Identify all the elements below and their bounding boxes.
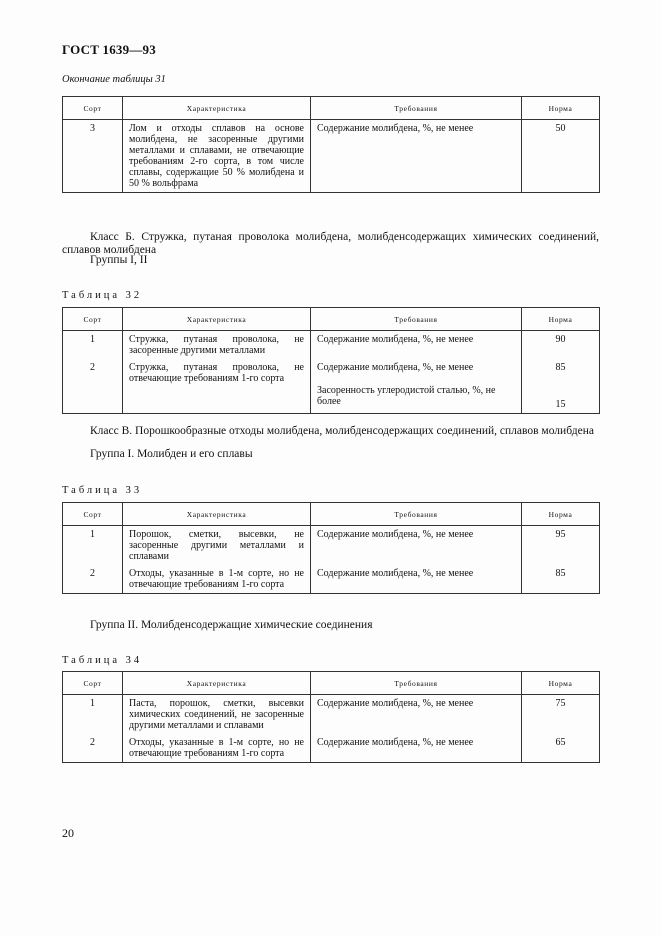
page-number: 20 [62, 826, 74, 840]
table-header-row [63, 503, 600, 526]
requirement-molybdenum: Содержание молибдена, %, не менее [317, 362, 474, 373]
column-header-norm: Норма [522, 503, 600, 526]
norm-molybdenum: 85 [555, 362, 566, 373]
table-header-row [63, 672, 600, 695]
cell-norm [522, 359, 600, 414]
column-header-grade: Сорт [63, 308, 123, 331]
cell-characteristic: Паста, порошок, сметки, высевки химических соединений, не засоренные другими металлами и сплавами [123, 695, 311, 735]
class-b-groups: Группы I, II [90, 254, 148, 266]
cell-requirement: Содержание молибдена, %, не менее [311, 734, 522, 763]
table-31 [62, 96, 600, 193]
table-header-row [63, 308, 600, 331]
column-header-norm: Норма [522, 672, 600, 695]
cell-characteristic: Отходы, указанные в 1-м сорте, но не отвечающие требованиям 1-го сорта [123, 565, 311, 594]
cell-grade: 2 [63, 734, 123, 763]
requirement-contamination: Засоренность углеродистой сталью, %, не более [317, 385, 496, 407]
table-32-caption: Таблица 32 [62, 290, 143, 301]
norm-contamination: 15 [555, 399, 566, 410]
cell-characteristic: Отходы, указанные в 1-м сорте, но не отвечающие требованиям 1-го сорта [123, 734, 311, 763]
cell-grade: 2 [63, 359, 123, 414]
column-header-grade: Сорт [63, 672, 123, 695]
column-header-characteristic: Характеристика [123, 97, 311, 120]
group-2-heading: Группа II. Молибденсодержащие химические соединения [90, 619, 373, 631]
cell-requirement: Содержание молибдена, %, не менее [311, 695, 522, 735]
cell-grade: 1 [63, 331, 123, 360]
class-b-text: Класс Б. Стружка, путаная проволока молибдена, молибденсодержащих химических соединений, сплавов молибдена [62, 231, 599, 256]
class-v-group: Группа I. Молибден и его сплавы [90, 448, 253, 460]
cell-requirement: Содержание молибдена, %, не менее [311, 565, 522, 594]
cell-requirement: Содержание молибдена, %, не менее [311, 120, 522, 193]
table-row [63, 695, 600, 735]
table-33 [62, 502, 600, 594]
table-row [63, 565, 600, 594]
column-header-grade: Сорт [63, 503, 123, 526]
document-header: ГОСТ 1639—93 [62, 42, 156, 57]
column-header-grade: Сорт [63, 97, 123, 120]
cell-requirement [311, 359, 522, 414]
table-31-caption: Окончание таблицы 31 [62, 74, 166, 85]
table-row [63, 359, 600, 414]
table-34 [62, 671, 600, 763]
cell-norm: 50 [522, 120, 600, 193]
cell-norm: 90 [522, 331, 600, 360]
cell-characteristic: Порошок, сметки, высевки, не засоренные другими металлами и сплавами [123, 526, 311, 566]
cell-grade: 3 [63, 120, 123, 193]
cell-characteristic: Стружка, путаная проволока, не отвечающие требованиям 1-го сорта [123, 359, 311, 414]
cell-norm: 85 [522, 565, 600, 594]
table-34-caption: Таблица 34 [62, 655, 143, 666]
cell-norm: 75 [522, 695, 600, 735]
column-header-requirements: Требования [311, 503, 522, 526]
cell-requirement: Содержание молибдена, %, не менее [311, 331, 522, 360]
cell-characteristic: Стружка, путаная проволока, не засоренные другими металлами [123, 331, 311, 360]
column-header-characteristic: Характеристика [123, 672, 311, 695]
cell-grade: 1 [63, 695, 123, 735]
table-row [63, 526, 600, 566]
column-header-requirements: Требования [311, 308, 522, 331]
cell-grade: 1 [63, 526, 123, 566]
column-header-requirements: Требования [311, 97, 522, 120]
cell-grade: 2 [63, 565, 123, 594]
column-header-characteristic: Характеристика [123, 308, 311, 331]
class-v-paragraph [62, 425, 599, 438]
class-v-text: Класс В. Порошкообразные отходы молибдена, молибденсодержащих соединений, сплавов молибдена [90, 425, 594, 437]
column-header-norm: Норма [522, 97, 600, 120]
column-header-norm: Норма [522, 308, 600, 331]
cell-requirement: Содержание молибдена, %, не менее [311, 526, 522, 566]
table-row [63, 734, 600, 763]
column-header-characteristic: Характеристика [123, 503, 311, 526]
cell-characteristic: Лом и отходы сплавов на основе молибдена, не засоренные другими металлами и сплавами, не отвечающие требованиям 2-го сорта, в том числе сплавы, содержащие 50 % молибдена и 50 % вольфрама [123, 120, 311, 193]
table-header-row [63, 97, 600, 120]
table-row [63, 120, 600, 193]
cell-norm: 65 [522, 734, 600, 763]
table-row [63, 331, 600, 360]
table-32 [62, 307, 600, 414]
cell-norm: 95 [522, 526, 600, 566]
column-header-requirements: Требования [311, 672, 522, 695]
table-33-caption: Таблица 33 [62, 485, 143, 496]
